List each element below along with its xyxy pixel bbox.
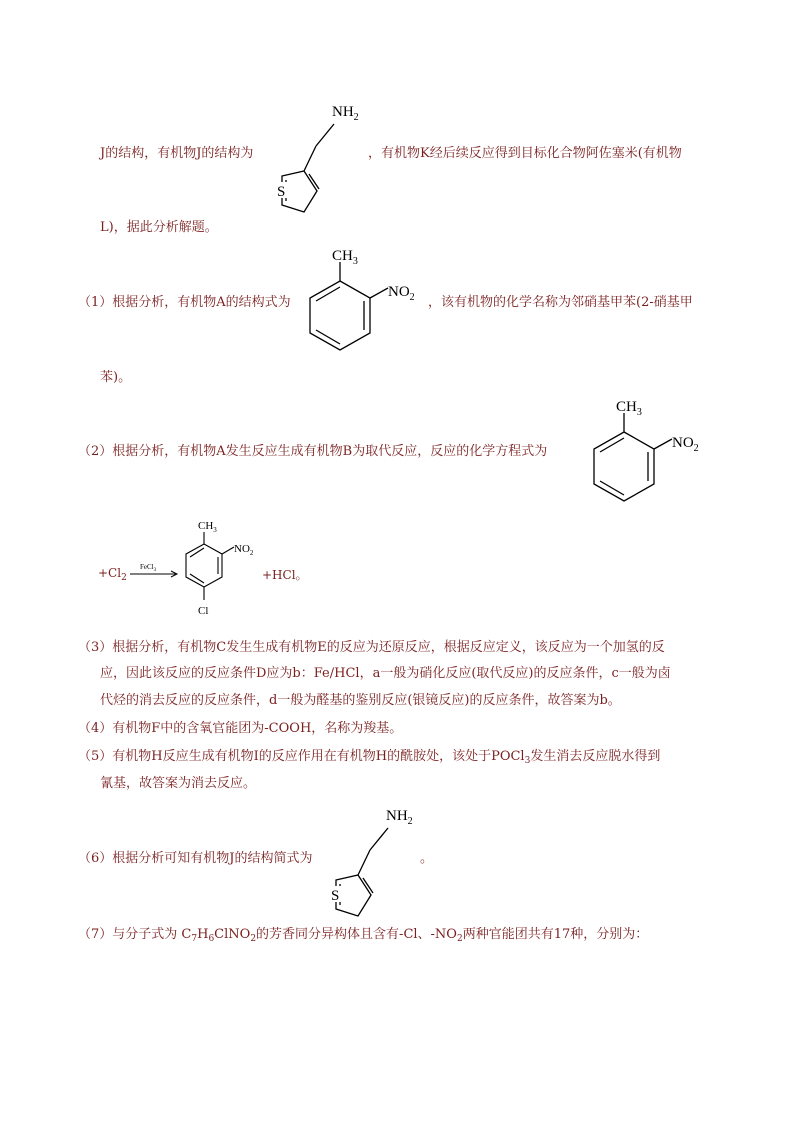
q5-line1: （5）有机物H反应生成有机物I的反应作用在有机物H的酰胺处，该处于POCl$_3$发生消去反应脱水得到 xyxy=(78,749,661,766)
para1-line1a: J的结构，有机物J的结构为 xyxy=(100,146,254,161)
plus-hcl-text: +HCl。 xyxy=(262,568,308,582)
q3-line1: （3）根据分析，有机物C发生生成有机物E的反应为还原反应，根据反应定义，该反应为一个加氢的反 xyxy=(78,640,665,655)
nh2-label: $NH_2$ xyxy=(332,104,359,123)
q3-line2: 应，因此该反应的反应条件D应为b：Fe/HCl，a一般为硝化反应(取代反应)的反应条件，c一般为卤 xyxy=(100,666,671,681)
cl-label: Cl xyxy=(198,605,209,617)
chloro-nitrotoluene-product-structure xyxy=(176,516,266,630)
plus-cl2-text: $+Cl_2$ xyxy=(98,566,127,583)
no2-label: $NO_2$ xyxy=(234,543,254,557)
q2-line1: （2）根据分析，有机物A发生反应生成有机物B为取代反应，反应的化学方程式为 xyxy=(78,444,548,459)
thiophene-methylamine-structure-1 xyxy=(268,96,378,216)
thiophene-methylamine-structure-2 xyxy=(322,800,432,920)
sulfur-label: S xyxy=(331,888,340,904)
q1-line2: 苯)。 xyxy=(100,370,132,385)
reaction-arrow xyxy=(128,562,180,582)
o-nitrotoluene-structure-2 xyxy=(584,395,714,507)
q1-line1b: ，该有机物的化学名称为邻硝基甲苯(2-硝基甲 xyxy=(428,295,693,310)
q3-line3: 代烃的消去反应的反应条件，d一般为醛基的鉴别反应(银镜反应)的反应条件，故答案为b。 xyxy=(100,693,621,708)
para1-line1b: ，有机物K经后续反应得到目标化合物阿佐塞米(有机物 xyxy=(368,146,682,161)
q6-line1: （6）根据分析可知有机物J的结构简式为 xyxy=(78,851,313,866)
no2-label: $NO_2$ xyxy=(388,284,415,303)
q6-end: 。 xyxy=(420,851,434,866)
nh2-label: $NH_2$ xyxy=(386,808,413,827)
q5-line2: 氰基，故答案为消去反应。 xyxy=(100,776,257,791)
para1-line2: L)，据此分析解题。 xyxy=(100,220,218,235)
sulfur-label: S xyxy=(277,184,286,200)
o-nitrotoluene-structure-1 xyxy=(300,244,430,356)
ch3-label: $CH_3$ xyxy=(198,520,217,534)
q1-line1a: （1）根据分析，有机物A的结构式为 xyxy=(78,295,291,310)
q7-line1: （7）与分子式为 $C_7H_6ClNO_2$的芳香同分异构体且含有-Cl、$-NO_2$两种官能团共有17种，分别为： xyxy=(78,927,649,944)
q4-line1: （4）有机物F中的含氧官能团为-COOH，名称为羧基。 xyxy=(78,721,403,736)
ch3-label: $CH_3$ xyxy=(332,248,358,267)
no2-label: $NO_2$ xyxy=(672,435,699,454)
fecl3-label: FeCl$_3$ xyxy=(140,563,157,573)
ch3-label: $CH_3$ xyxy=(616,399,642,418)
